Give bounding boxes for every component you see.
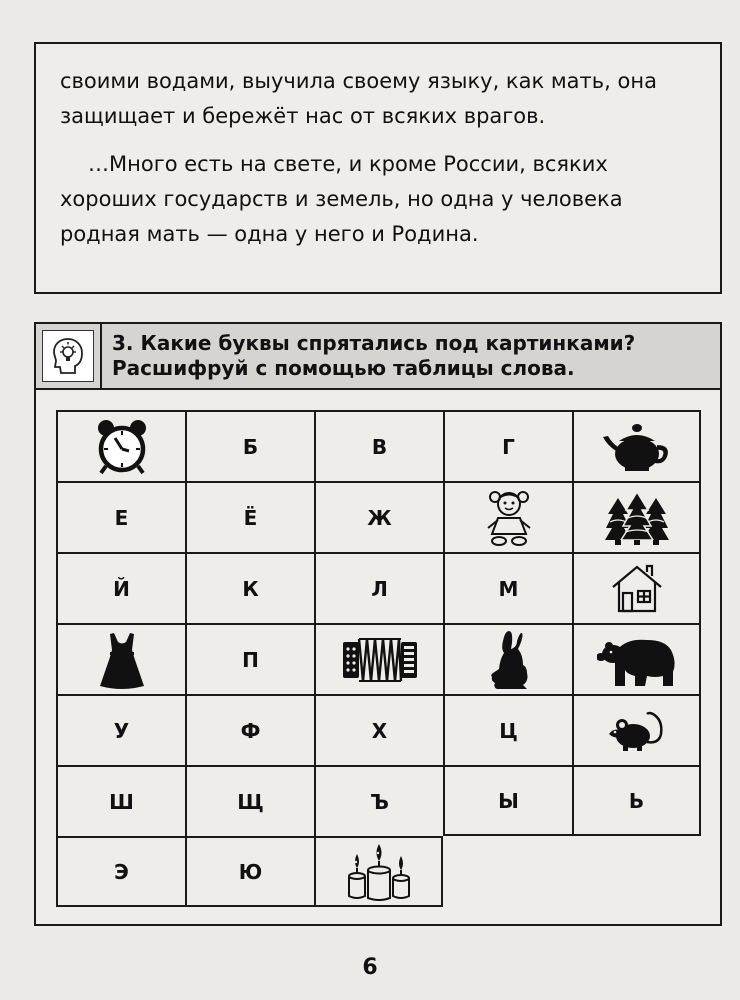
letter: Г bbox=[502, 434, 515, 459]
letter-cell bbox=[443, 694, 572, 765]
mouse-icon bbox=[607, 708, 667, 754]
dress-icon bbox=[99, 630, 145, 690]
letter: Э bbox=[114, 859, 129, 884]
doll-icon bbox=[482, 488, 536, 548]
picture-cell bbox=[572, 481, 701, 552]
picture-cell bbox=[56, 623, 185, 694]
letter-cell bbox=[56, 481, 185, 552]
letter: Щ bbox=[237, 789, 264, 814]
letter-cell bbox=[185, 836, 314, 907]
task-title: 3. Какие буквы спрятались под картинками? Расшифруй с помощью таблицы слова. bbox=[112, 331, 636, 380]
letter-cell bbox=[314, 552, 443, 623]
letter: Ь bbox=[628, 788, 645, 813]
candles-icon bbox=[347, 842, 411, 902]
letter-cell bbox=[443, 410, 572, 481]
house-icon bbox=[610, 563, 664, 615]
letter: В bbox=[371, 434, 388, 459]
letter-cell bbox=[185, 410, 314, 481]
reading-passage bbox=[34, 42, 722, 294]
letter: Ж bbox=[367, 505, 392, 530]
letter: Ё bbox=[243, 505, 258, 530]
passage-line: хороших государств и земель, но одна у человека bbox=[60, 187, 623, 211]
passage-line: родная мать — одна у него и Родина. bbox=[60, 222, 479, 246]
letter-cell bbox=[56, 765, 185, 836]
alarm-clock-icon bbox=[94, 418, 150, 476]
letter-cell bbox=[185, 694, 314, 765]
letter: Б bbox=[242, 434, 259, 459]
picture-cell bbox=[572, 410, 701, 481]
letter-cell bbox=[314, 410, 443, 481]
letter-cell bbox=[185, 552, 314, 623]
page-number: 6 bbox=[362, 955, 378, 980]
letter: К bbox=[242, 576, 259, 601]
task-header bbox=[36, 324, 720, 390]
letter-cell bbox=[572, 765, 701, 836]
picture-cell bbox=[56, 410, 185, 481]
letter: Ф bbox=[240, 718, 261, 743]
picture-cell bbox=[572, 623, 701, 694]
lightbulb-head-icon bbox=[42, 330, 94, 382]
letter-cell bbox=[443, 552, 572, 623]
teapot-icon bbox=[601, 421, 673, 473]
picture-cell bbox=[314, 836, 443, 907]
letter: Й bbox=[113, 576, 130, 601]
letter-cell bbox=[314, 481, 443, 552]
picture-cell bbox=[443, 623, 572, 694]
letter: П bbox=[242, 647, 259, 672]
letter: Ш bbox=[109, 789, 134, 814]
letter-cell bbox=[56, 552, 185, 623]
hare-icon bbox=[487, 629, 531, 691]
cipher-table bbox=[56, 410, 701, 907]
picture-cell bbox=[314, 623, 443, 694]
picture-cell bbox=[572, 552, 701, 623]
letter-cell bbox=[443, 765, 572, 836]
letter: Ю bbox=[238, 859, 263, 884]
letter: Ы bbox=[498, 788, 519, 813]
letter: Ъ bbox=[370, 789, 389, 814]
letter: М bbox=[498, 576, 519, 601]
letter-cell bbox=[314, 694, 443, 765]
letter-cell bbox=[56, 836, 185, 907]
letter-cell bbox=[185, 623, 314, 694]
passage-line: своими водами, выучила своему языку, как мать, она bbox=[60, 69, 657, 93]
picture-cell bbox=[443, 481, 572, 552]
letter: Е bbox=[114, 505, 129, 530]
letter: Х bbox=[371, 718, 388, 743]
letter-cell bbox=[185, 765, 314, 836]
letter-cell bbox=[56, 694, 185, 765]
letter: Л bbox=[371, 576, 388, 601]
letter: Ц bbox=[499, 718, 518, 743]
letter: У bbox=[113, 718, 130, 743]
bear-icon bbox=[597, 632, 677, 688]
passage-line: …Много есть на свете, и кроме России, всяких bbox=[88, 152, 608, 176]
letter-cell bbox=[314, 765, 443, 836]
accordion-icon bbox=[342, 636, 418, 684]
passage-line: защищает и бережёт нас от всяких врагов. bbox=[60, 104, 546, 128]
letter-cell bbox=[185, 481, 314, 552]
fir-trees-icon bbox=[604, 490, 670, 546]
picture-cell bbox=[572, 694, 701, 765]
task-3 bbox=[34, 322, 722, 926]
